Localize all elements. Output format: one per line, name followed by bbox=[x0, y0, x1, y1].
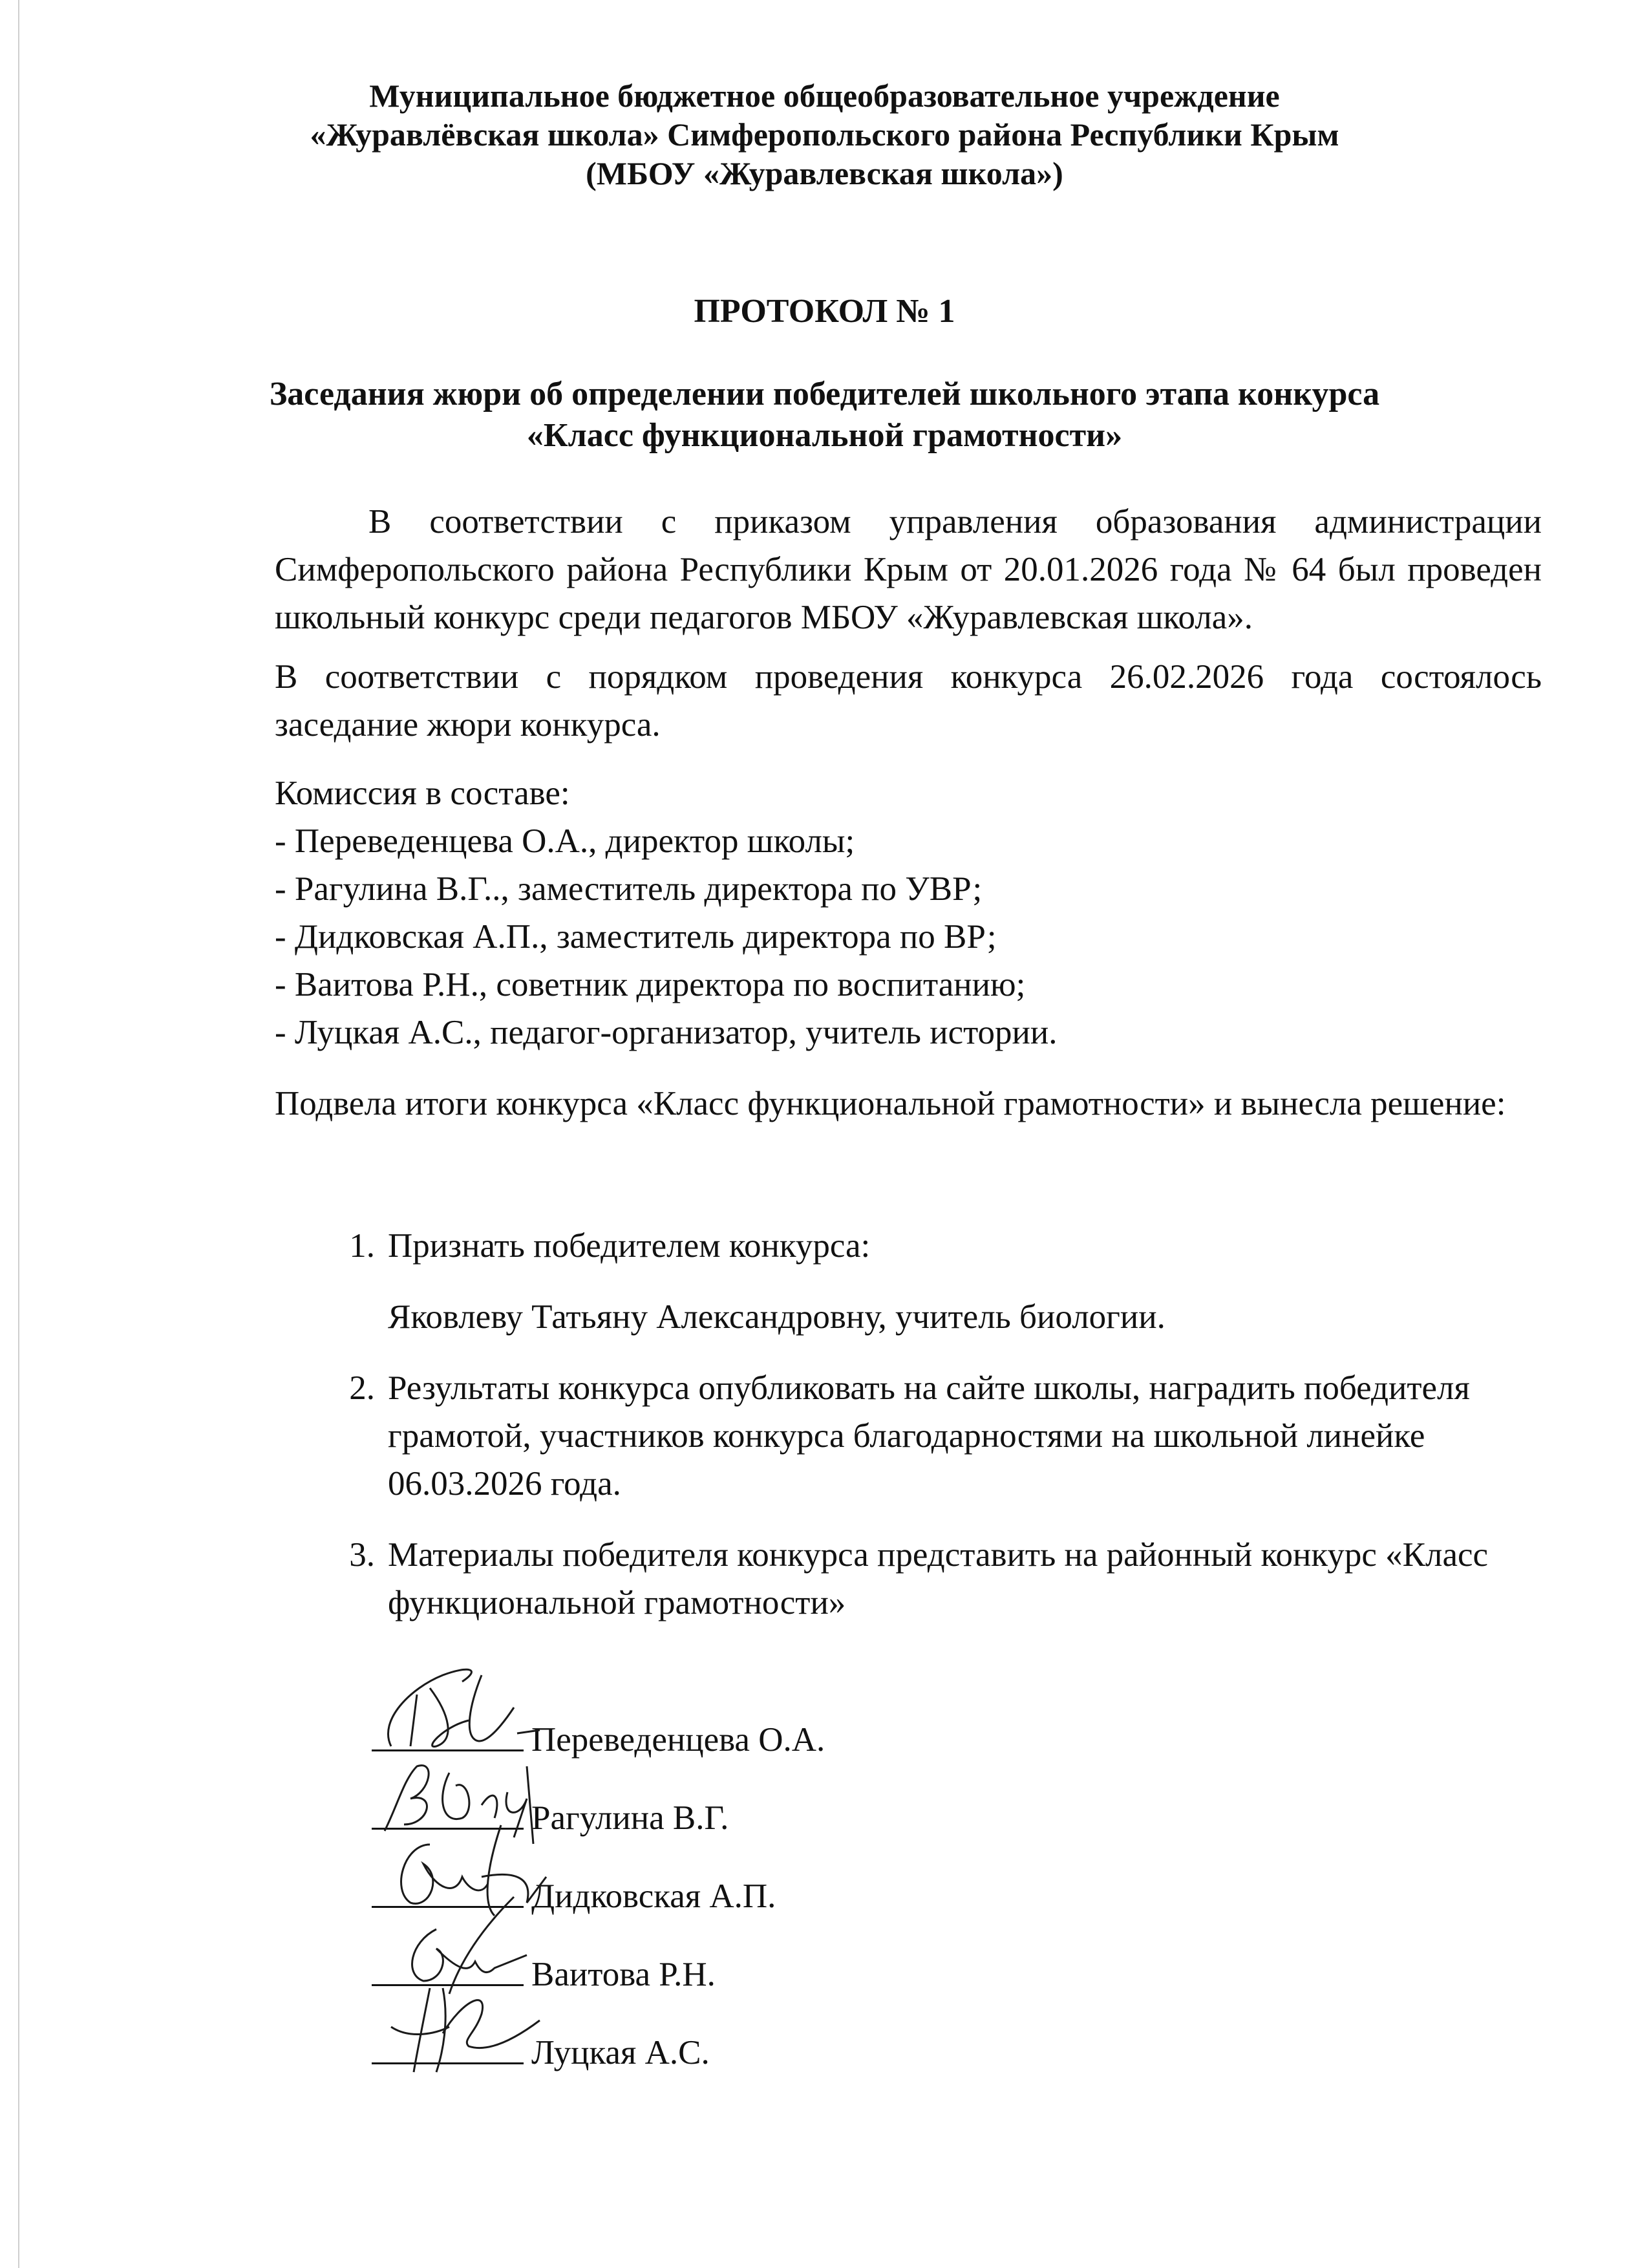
decision-item bbox=[275, 1364, 1542, 1508]
commission-heading: Комиссия в составе: bbox=[275, 775, 570, 812]
commission-member: - Ваитова Р.Н., советник директора по воспитанию; bbox=[275, 966, 1026, 1003]
protocol-title: ПРОТОКОЛ № 1 bbox=[694, 293, 955, 330]
decision-intro: Подвела итоги конкурса «Класс функциональной грамотности» и вынесла решение: bbox=[275, 1085, 1506, 1122]
signatory-name: Луцкая А.С. bbox=[531, 2034, 710, 2071]
intro-paragraph-2: В соответствии с порядком проведения конкурса 26.02.2026 года состоялось заседание жюри конкурса. bbox=[275, 658, 1542, 744]
header-line-1: Муниципальное бюджетное общеобразовательное учреждение bbox=[369, 78, 1280, 114]
decision-list bbox=[275, 1222, 1542, 1650]
subtitle-line-1: Заседания жюри об определении победителей школьного этапа конкурса bbox=[269, 376, 1380, 412]
decision-number: 3. bbox=[349, 1536, 375, 1574]
institution-header bbox=[0, 76, 1649, 193]
signatory-name: Рагулина В.Г. bbox=[531, 1799, 729, 1837]
decision-number: 1. bbox=[349, 1227, 375, 1265]
protocol-subtitle bbox=[0, 374, 1649, 456]
decision-number: 2. bbox=[349, 1369, 375, 1407]
subtitle-line-2: «Класс функциональной грамотности» bbox=[526, 417, 1123, 454]
signatory-name: Дидковская А.П. bbox=[531, 1878, 776, 1915]
decision-item bbox=[275, 1222, 1542, 1270]
header-line-2: «Журавлёвская школа» Симферопольского района Республики Крым bbox=[310, 116, 1339, 153]
signatory-name: Ваитова Р.Н. bbox=[531, 1956, 716, 1993]
commission-member: - Дидковская А.П., заместитель директора по ВР; bbox=[275, 918, 997, 956]
decision-text: Признать победителем конкурса: bbox=[388, 1227, 871, 1265]
commission-member: - Рагулина В.Г.., заместитель директора по УВР; bbox=[275, 870, 983, 908]
winner-name: Яковлеву Татьяну Александровну, учитель биологии. bbox=[388, 1298, 1165, 1336]
decision-text: Материалы победителя конкурса представить на районный конкурс «Класс функциональной грамотности» bbox=[388, 1536, 1489, 1621]
commission-member: - Луцкая А.С., педагог-организатор, учитель истории. bbox=[275, 1014, 1058, 1051]
scan-edge-line bbox=[18, 0, 19, 2268]
decision-item bbox=[275, 1531, 1542, 1627]
decision-text: Результаты конкурса опубликовать на сайте школы, наградить победителя грамотой, участников конкурса благодарностями на школьной линейке 06.03.2026 года. bbox=[388, 1369, 1470, 1503]
signatory-name: Переведенцева О.А. bbox=[531, 1721, 825, 1759]
handwritten-signature bbox=[372, 1962, 566, 2072]
header-line-3: (МБОУ «Журавлевская школа») bbox=[586, 155, 1063, 191]
intro-paragraph-1: В соответствии с приказом управления образования администрации Симферопольского района Республики Крым от 20.01.2026 года № 64 был проведен школьный конкурс среди педагогов МБОУ «Журавлевская школа». bbox=[275, 503, 1542, 636]
signature-row bbox=[372, 1994, 825, 2072]
commission-block bbox=[275, 769, 1058, 1056]
commission-member: - Переведенцева О.А., директор школы; bbox=[275, 822, 855, 860]
signatures-block bbox=[372, 1681, 825, 2072]
